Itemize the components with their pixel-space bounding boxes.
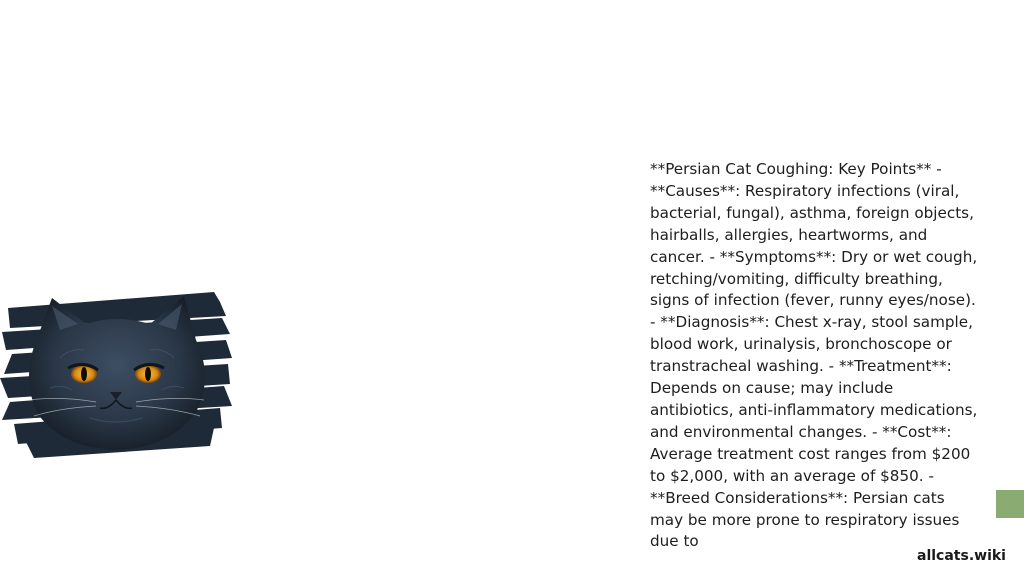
site-watermark: allcats.wiki <box>917 548 1006 564</box>
accent-square <box>996 490 1024 518</box>
cat-photo <box>0 288 232 460</box>
cat-head <box>29 296 205 450</box>
article-text: **Persian Cat Coughing: Key Points** - **Causes**: Respiratory infections (viral, bacterial, fungal), asthma, foreign objects, hairballs, allergies, heartworms, and cancer. - **Symptoms**: Dry or wet cough, retching/vomiting, difficulty breathing, signs of infection (fever, runny eyes/nose). - **Diagnosis**: Chest x-ray, stool sample, blood work, urinalysis, bronchoscope or transtracheal washing. - **Treatment**: Depends on cause; may include antibiotics, anti-inflammatory medications, and environmental changes. - **Cost**: Average treatment cost ranges from $200 to $2,000, with an average of $850. - **Breed Considerations**: Persian cats may be more prone to respiratory issues due to <box>650 160 978 551</box>
